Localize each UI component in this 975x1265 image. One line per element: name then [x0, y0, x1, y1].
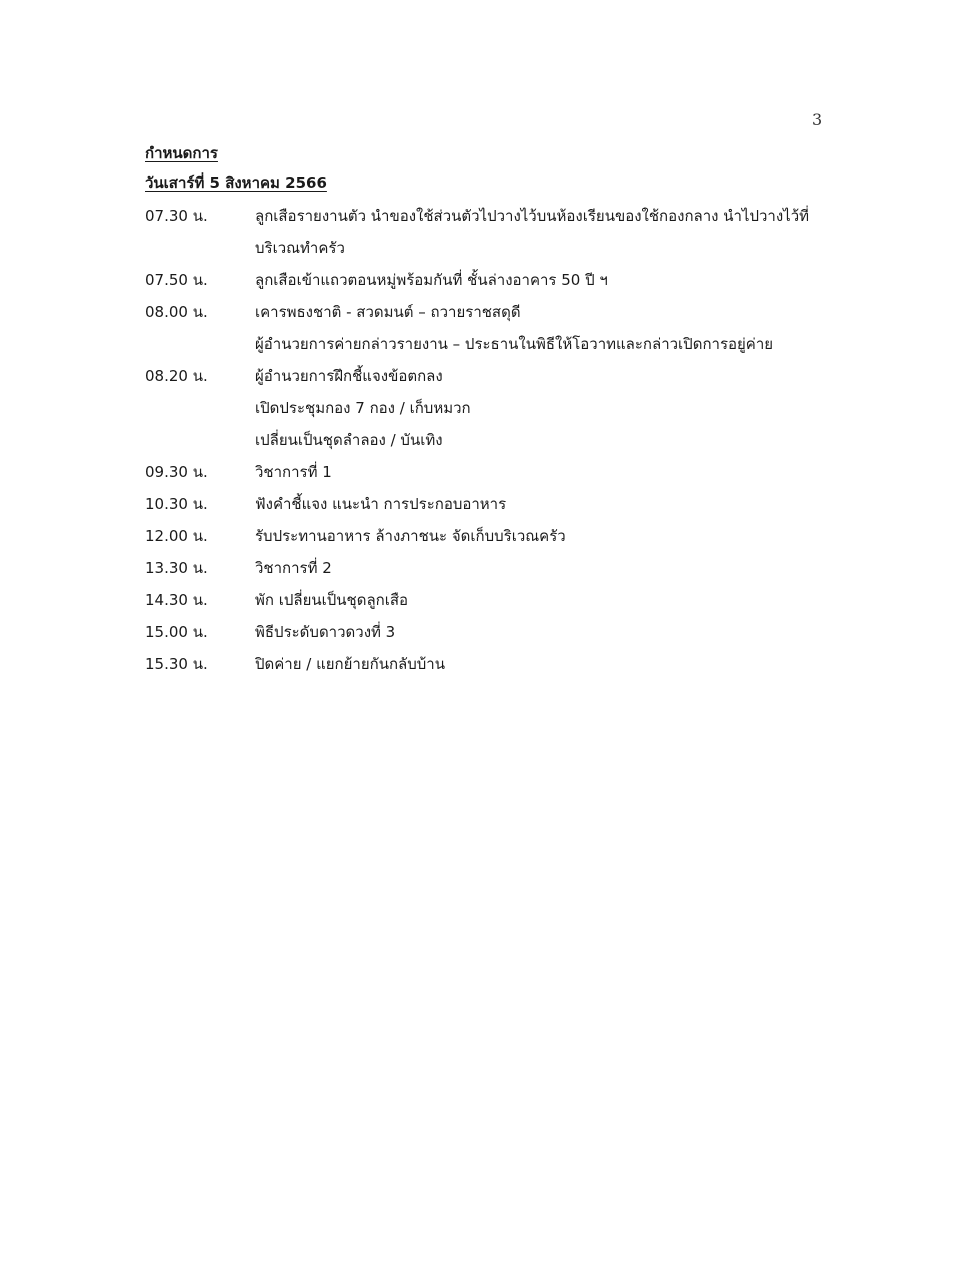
schedule-time: 15.00 น.: [145, 623, 208, 641]
schedule-activity: [255, 456, 825, 488]
schedule-time: 14.30 น.: [145, 591, 208, 609]
schedule-row: [145, 456, 825, 488]
schedule-time: 15.30 น.: [145, 655, 208, 673]
schedule-activity-line: ฟังคำชี้แจง แนะนำ การประกอบอาหาร: [255, 495, 507, 513]
schedule-activity-line: ลูกเสือรายงานตัว นำของใช้ส่วนตัวไปวางไว้บนห้องเรียนของใช้กองกลาง นำไปวางไว้ที่: [255, 207, 810, 225]
schedule-time: 13.30 น.: [145, 559, 208, 577]
schedule-row: [145, 296, 825, 360]
schedule-date: วันเสาร์ที่ 5 สิงหาคม 2566: [145, 174, 327, 192]
schedule-activity: [255, 200, 825, 264]
schedule-time: 07.50 น.: [145, 271, 208, 289]
schedule-row: [145, 264, 825, 296]
schedule-activity: [255, 360, 825, 456]
schedule-row: [145, 552, 825, 584]
schedule-activity-line: พิธีประดับดาวดวงที่ 3: [255, 623, 396, 641]
schedule-activity-line: เคารพธงชาติ - สวดมนต์ – ถวายราชสดุดี: [255, 303, 521, 321]
schedule-activity: [255, 552, 825, 584]
schedule-activity-line: เปิดประชุมกอง 7 กอง / เก็บหมวก: [255, 399, 471, 417]
schedule-row: [145, 488, 825, 520]
schedule-activity-line: วิชาการที่ 2: [255, 559, 332, 577]
schedule-activity-line: รับประทานอาหาร ล้างภาชนะ จัดเก็บบริเวณครัว: [255, 527, 566, 545]
schedule-activity-line: เปลี่ยนเป็นชุดลำลอง / บันเทิง: [255, 431, 443, 449]
schedule-row: [145, 584, 825, 616]
schedule-activity-line: ผู้อำนวยการฝึกชี้แจงข้อตกลง: [255, 367, 443, 385]
schedule-time: 10.30 น.: [145, 495, 208, 513]
schedule-activity-line: ผู้อำนวยการค่ายกล่าวรายงาน – ประธานในพิธีให้โอวาทและกล่าวเปิดการอยู่ค่าย: [255, 335, 774, 353]
schedule-row: [145, 520, 825, 552]
schedule-time: 08.00 น.: [145, 303, 208, 321]
schedule-list: [145, 200, 825, 680]
schedule-activity-line: วิชาการที่ 1: [255, 463, 332, 481]
schedule-row: [145, 616, 825, 648]
schedule-activity: [255, 296, 825, 360]
schedule-time: 08.20 น.: [145, 367, 208, 385]
schedule-activity-line: ลูกเสือเข้าแถวตอนหมู่พร้อมกันที่ ชั้นล่างอาคาร 50 ปี ฯ: [255, 271, 608, 289]
schedule-title: กำหนดการ: [145, 144, 218, 162]
schedule-row: [145, 200, 825, 264]
schedule-row: [145, 648, 825, 680]
schedule-activity-line: พัก เปลี่ยนเป็นชุดลูกเสือ: [255, 591, 409, 609]
schedule-row: [145, 360, 825, 456]
schedule-time: 12.00 น.: [145, 527, 208, 545]
schedule-activity: [255, 520, 825, 552]
schedule-activity-line: บริเวณทำครัว: [255, 239, 345, 257]
schedule-activity: [255, 648, 825, 680]
schedule-activity-line: ปิดค่าย / แยกย้ายกันกลับบ้าน: [255, 655, 445, 673]
page-number: 3: [812, 110, 823, 129]
schedule-activity: [255, 584, 825, 616]
schedule-activity: [255, 488, 825, 520]
schedule-time: 09.30 น.: [145, 463, 208, 481]
schedule-activity: [255, 264, 825, 296]
schedule-activity: [255, 616, 825, 648]
document-body: [145, 138, 825, 680]
schedule-time: 07.30 น.: [145, 207, 208, 225]
